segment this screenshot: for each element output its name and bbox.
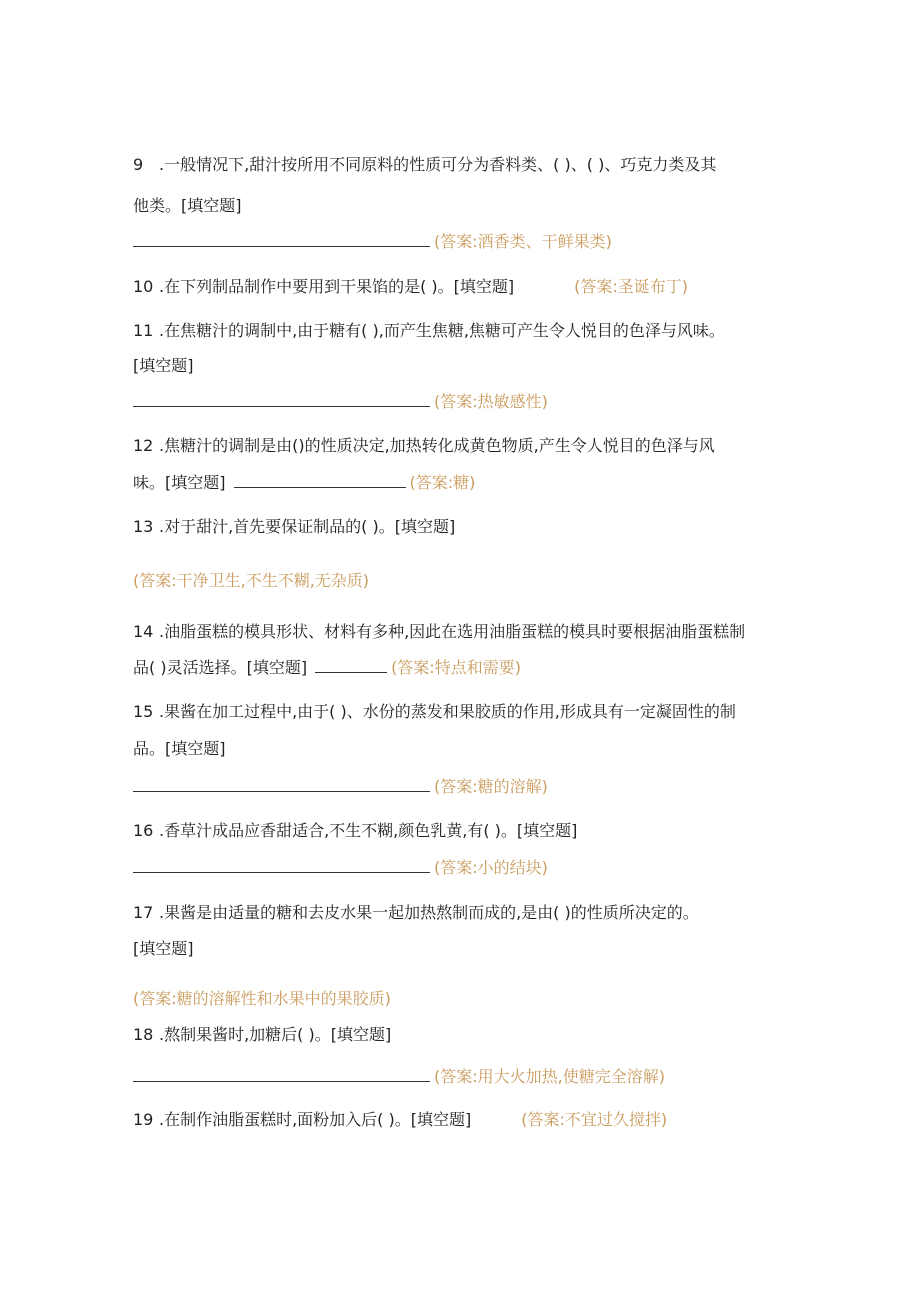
question-12-line2: 味。[填空题] (答案:糖) bbox=[133, 473, 476, 492]
answer-blank bbox=[133, 392, 430, 407]
answer-11: (答案:热敏感性) bbox=[434, 392, 548, 411]
question-14-line2: 品( )灵活选择。[填空题] (答案:特点和需要) bbox=[133, 658, 521, 677]
answer-14: (答案:特点和需要) bbox=[391, 658, 521, 677]
question-13: 13 .对于甜汁,首先要保证制品的( )。[填空题] bbox=[133, 517, 456, 536]
question-18: 18 .熬制果酱时,加糖后( )。[填空题] bbox=[133, 1025, 392, 1044]
answer-blank bbox=[133, 1067, 430, 1082]
question-11-line1: 11 .在焦糖汁的调制中,由于糖有( ),而产生焦糖,焦糖可产生令人悦目的色泽与风味。 bbox=[133, 321, 725, 340]
answer-blank bbox=[133, 858, 430, 873]
answer-11-row bbox=[133, 392, 548, 412]
question-15-line2: 品。[填空题] bbox=[133, 739, 226, 758]
question-17-line1: 17 .果酱是由适量的糖和去皮水果一起加热熬制而成的,是由( )的性质所决定的。 bbox=[133, 903, 699, 922]
answer-16-row bbox=[133, 858, 548, 878]
question-15-line1: 15 .果酱在加工过程中,由于( )、水份的蒸发和果胶质的作用,形成具有一定凝固性的制 bbox=[133, 702, 736, 721]
answer-blank bbox=[234, 473, 406, 488]
answer-18-row bbox=[133, 1067, 665, 1087]
answer-13: (答案:干净卫生,不生不糊,无杂质) bbox=[133, 571, 370, 590]
answer-blank bbox=[315, 658, 387, 673]
answer-15: (答案:糖的溶解) bbox=[434, 777, 548, 796]
question-9-line2: 他类。[填空题] bbox=[133, 196, 242, 215]
answer-13-row bbox=[133, 571, 369, 591]
question-12-line1: 12 .焦糖汁的调制是由()的性质决定,加热转化成黄色物质,产生令人悦目的色泽与风 bbox=[133, 436, 715, 455]
answer-blank bbox=[133, 777, 430, 792]
answer-9-row bbox=[133, 232, 612, 252]
question-11-line2: [填空题] bbox=[133, 356, 194, 375]
answer-15-row bbox=[133, 777, 548, 797]
answer-9: (答案:酒香类、干鲜果类) bbox=[434, 232, 612, 251]
question-14-line1: 14 .油脂蛋糕的模具形状、材料有多种,因此在选用油脂蛋糕的模具时要根据油脂蛋糕制 bbox=[133, 622, 746, 641]
question-17-line2: [填空题] bbox=[133, 939, 194, 958]
answer-17: (答案:糖的溶解性和水果中的果胶质) bbox=[133, 989, 391, 1008]
answer-blank bbox=[133, 232, 430, 247]
answer-18: (答案:用大火加热,使糖完全溶解) bbox=[434, 1067, 665, 1086]
answer-16: (答案:小的结块) bbox=[434, 858, 548, 877]
answer-10: (答案:圣诞布丁) bbox=[574, 277, 689, 296]
answer-17-row bbox=[133, 989, 391, 1009]
question-16: 16 .香草汁成品应香甜适合,不生不糊,颜色乳黄,有( )。[填空题] bbox=[133, 821, 578, 840]
question-10: 10 .在下列制品制作中要用到干果馅的是( )。[填空题] (答案:圣诞布丁) bbox=[133, 277, 689, 296]
question-9-line1: 9 .一般情况下,甜汁按所用不同原料的性质可分为香料类、( )、( )、巧克力类及其 bbox=[133, 155, 717, 174]
answer-12: (答案:糖) bbox=[409, 473, 476, 492]
question-19: 19 .在制作油脂蛋糕时,面粉加入后( )。[填空题] (答案:不宜过久搅拌) bbox=[133, 1110, 668, 1129]
answer-19: (答案:不宜过久搅拌) bbox=[521, 1110, 668, 1129]
